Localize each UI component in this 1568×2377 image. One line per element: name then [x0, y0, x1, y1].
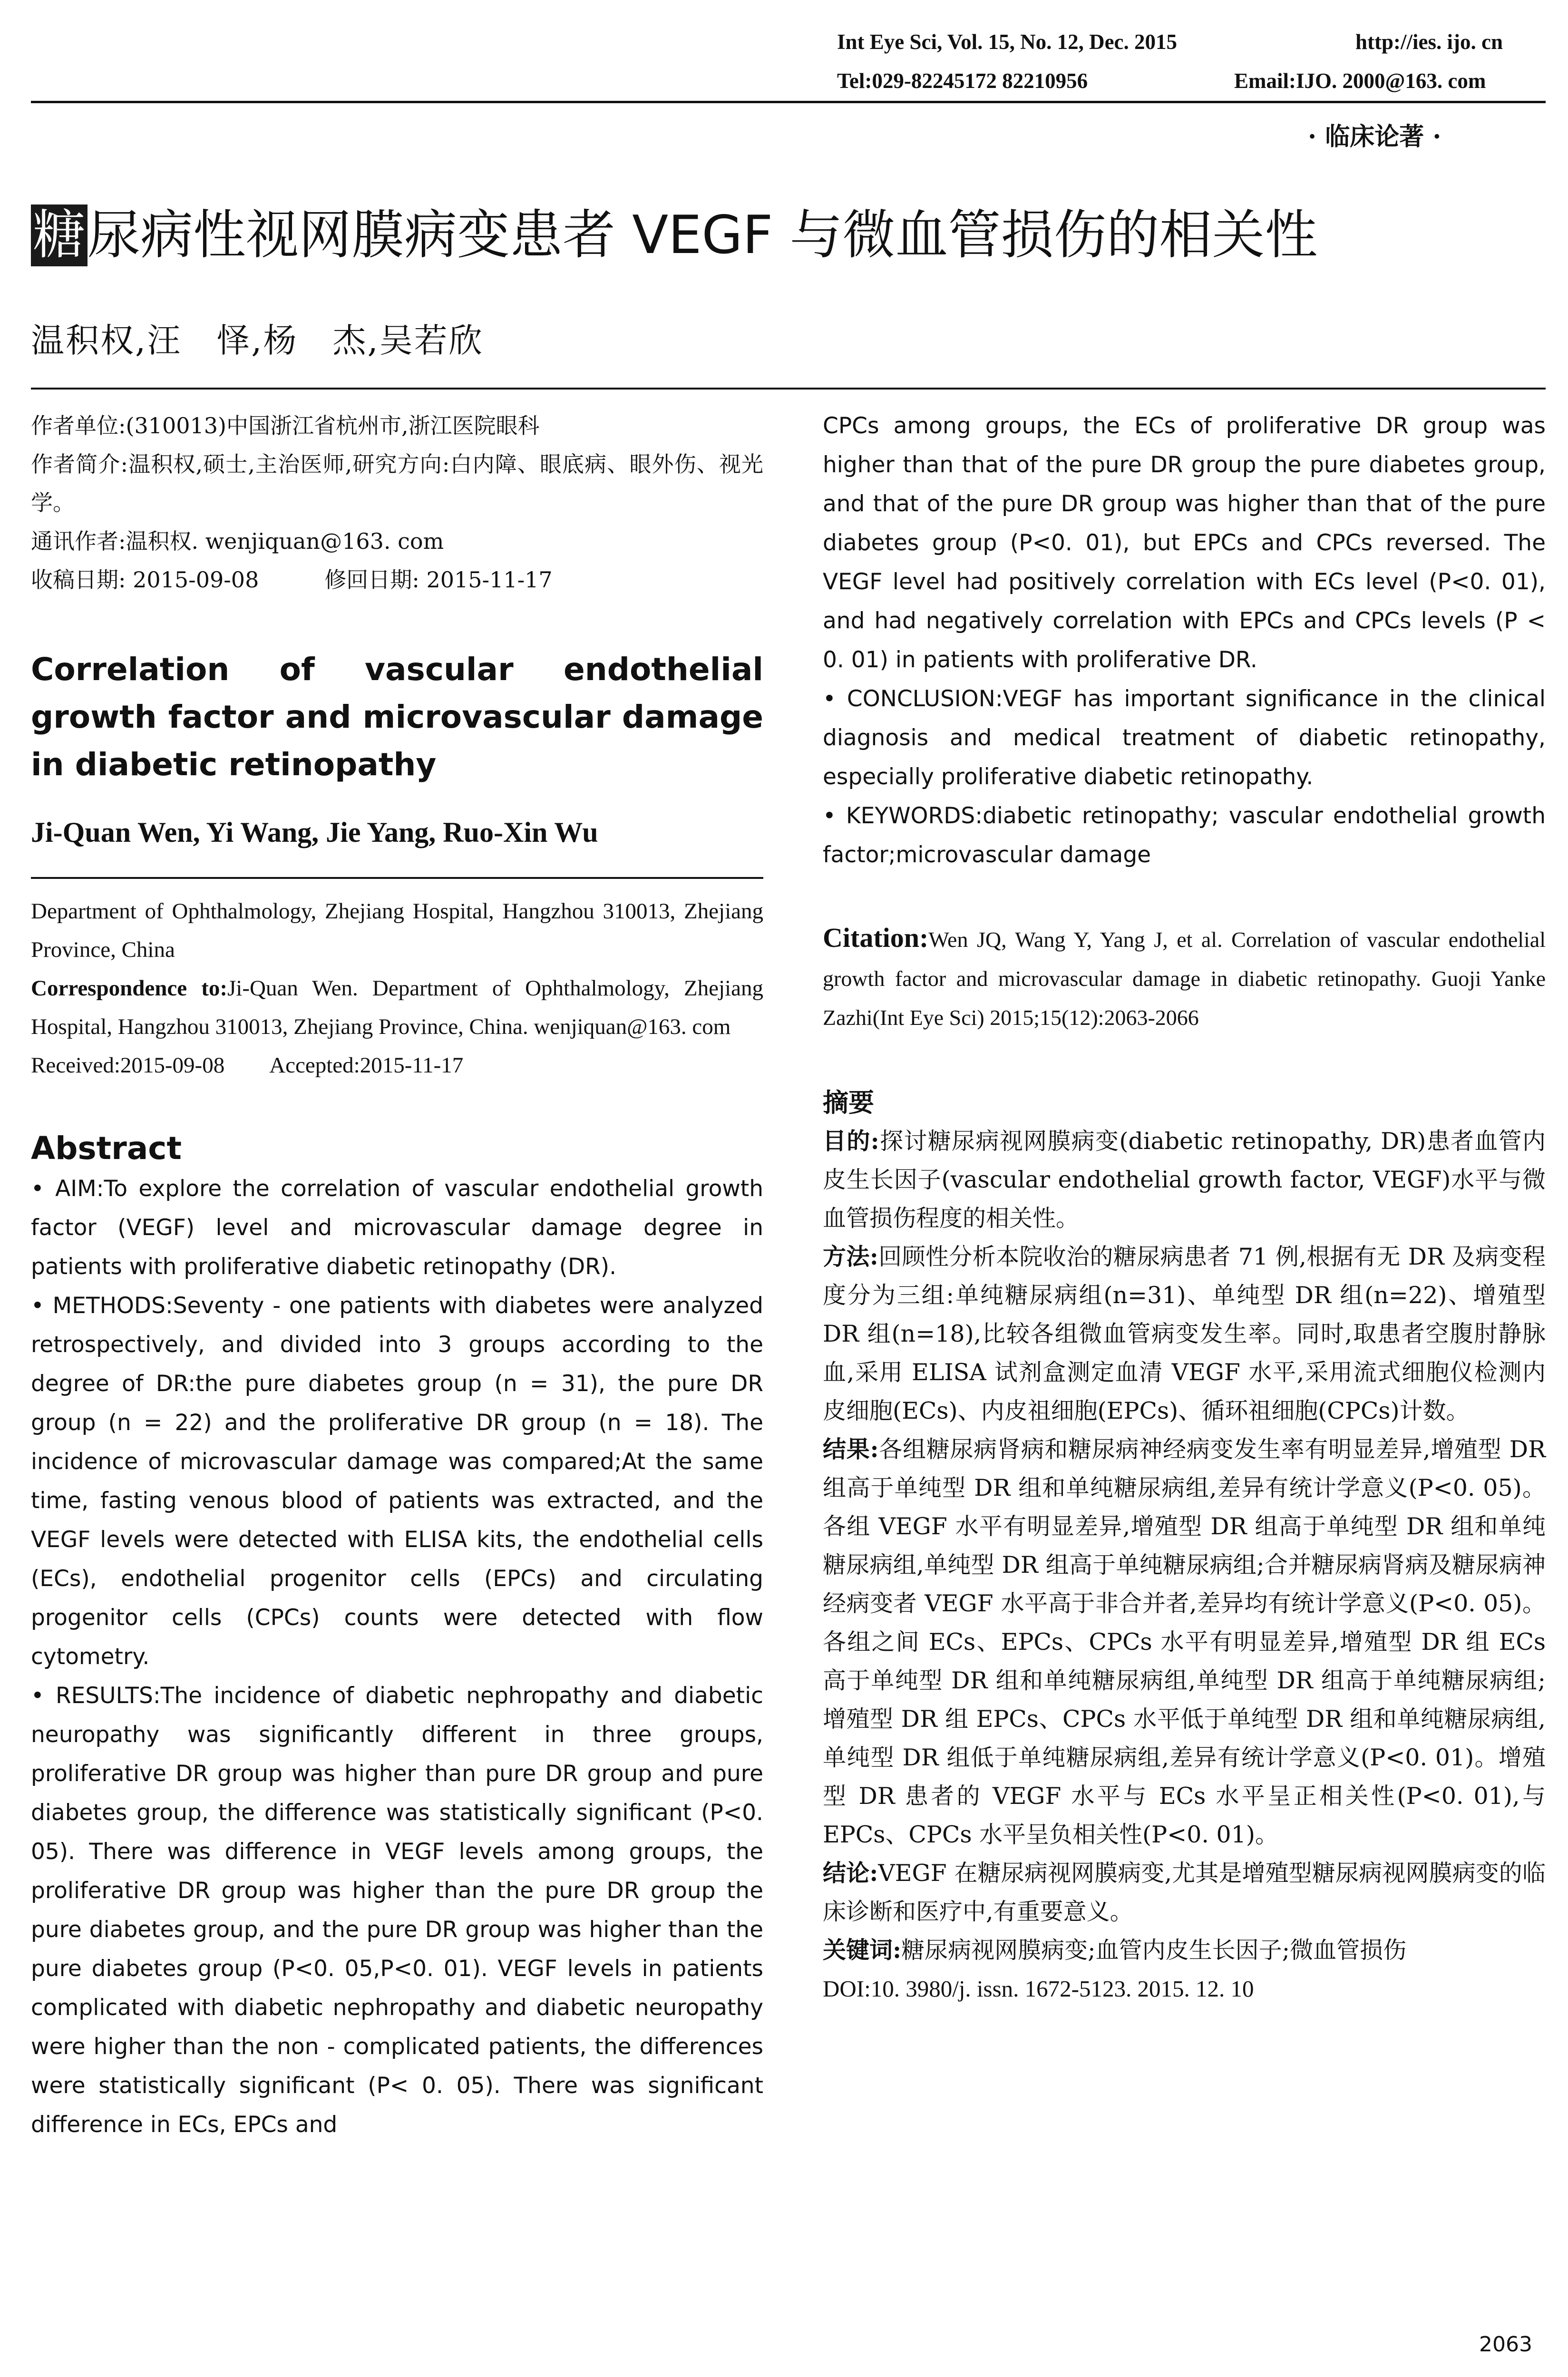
abstract-left — [31, 1169, 763, 2144]
title-cn — [31, 205, 1318, 266]
abstract-cn-heading: 摘要 — [823, 1087, 874, 1118]
abstract-conclusion — [823, 680, 1546, 797]
title-cn-rest: 尿病性视网膜病变患者 VEGF 与微血管损伤的相关性 — [88, 205, 1318, 266]
author-info — [31, 407, 763, 599]
section-label: · 临床论著 · — [1308, 122, 1441, 151]
results-text: The incidence of diabetic nephropathy and diabetic neuropathy was significantly different in three groups, proliferative DR group was higher than pure DR group and pure diabetes group, the difference was statistically significant (P<0. 05). There was difference in VEGF levels among groups, the proliferative DR group was higher than the pure DR group the pure diabetes group, and the pure DR group was higher than the pure diabetes group (P<0. 05,P<0. 01). VEGF levels in patients complicated with diabetic nephropathy and diabetic neuropathy were higher than the non - complicated patients, the differences were statistically significant (P< 0. 05). There was significant difference in ECs, EPCs and — [31, 1683, 763, 2138]
correspondence-label: Correspondence to: — [31, 976, 228, 1001]
cn-results — [823, 1430, 1546, 1854]
affil-rule — [31, 877, 763, 879]
cn-results-text: 各组糖尿病肾病和糖尿病神经病变发生率有明显差异,增殖型 DR 组高于单纯型 DR 组和单纯糖尿病组,差异有统计学意义(P<0. 05)。各组 VEGF 水平有明显差异,增殖型 DR 组高于单纯型 DR 组和单纯糖尿病组,单纯型 DR 组高于单纯糖尿病组;合并糖尿病肾病及糖尿病神经病变者 VEGF 水平高于非合并者,差异均有统计学意义(P<0. 05)。各组之间 ECs、EPCs、CPCs 水平有明显差异,增殖型 DR 组 ECs 高于单纯型 DR 组和单纯糖尿病组,单纯型 DR 组高于单纯糖尿病组;增殖型 DR 组 EPCs、CPCs 水平低于单纯型 DR 组和单纯糖尿病组,单纯型 DR 组低于单纯糖尿病组,差异有统计学意义(P<0. 01)。增殖型 DR 患者的 VEGF 水平与 ECs 水平呈正相关性(P<0. 01),与 EPCs、CPCs 水平呈负相关性(P<0. 01)。 — [823, 1436, 1546, 1848]
author-unit: 作者单位:(310013)中国浙江省杭州市,浙江医院眼科 — [31, 413, 540, 438]
cn-results-label: 结果: — [823, 1435, 879, 1463]
cn-conclusion-text: VEGF 在糖尿病视网膜病变,尤其是增殖型糖尿病视网膜病变的临床诊断和医疗中,有重要意义。 — [823, 1860, 1546, 1925]
methods-text: Seventy - one patients with diabetes were analyzed retrospectively, and divided into 3 groups according to the degree of DR:the pure diabetes group (n = 31), the pure DR group (n = 22) and the proliferative DR group (n = 18). The incidence of microvascular damage was compared;At the same time, fasting venous blood of patients was extracted, and the VEGF levels were detected with ELISA kits, the endothelial cells (ECs), endothelial progenitor cells (EPCs) and circulating progenitor cells (CPCs) counts were detected with flow cytometry. — [31, 1293, 763, 1670]
abstract-right — [823, 407, 1546, 875]
citation-label: Citation: — [823, 922, 929, 953]
affiliation-en: Department of Ophthalmology, Zhejiang Hospital, Hangzhou 310013, Zhejiang Province, China — [31, 899, 763, 962]
abstract-cn — [823, 1122, 1546, 2008]
cn-methods — [823, 1237, 1546, 1430]
cn-methods-text: 回顾性分析本院收治的糖尿病患者 71 例,根据有无 DR 及病变程度分为三组:单纯糖尿病组(n=31)、单纯型 DR 组(n=22)、增殖型 DR 组(n=18),比较各组微血管病变发生率。同时,取患者空腹肘静脉血,采用 ELISA 试剂盒测定血清 VEGF 水平,采用流式细胞仪检测内皮细胞(ECs)、内皮祖细胞(EPCs)、循环祖细胞(CPCs)计数。 — [823, 1243, 1546, 1424]
cn-keywords — [823, 1931, 1546, 1969]
keywords-label: • KEYWORDS: — [823, 803, 983, 829]
journal-email: Email:IJO. 2000@163. com — [1234, 69, 1486, 93]
affiliation-block — [31, 892, 763, 1085]
cn-methods-label: 方法: — [823, 1243, 878, 1270]
abstract-heading: Abstract — [31, 1130, 182, 1167]
journal-tel: Tel:029-82245172 82210956 — [837, 69, 1088, 93]
abstract-methods — [31, 1286, 763, 1676]
title-en: Correlation of vascular endothelial growth factor and microvascular damage in diabetic retinopathy — [31, 651, 763, 783]
aim-label: • AIM: — [31, 1176, 104, 1202]
doi: DOI:10. 3980/j. issn. 1672-5123. 2015. 12. 10 — [823, 1976, 1254, 2002]
cn-conclusion-label: 结论: — [823, 1859, 878, 1887]
author-intro: 作者简介:温积权,硕士,主治医师,研究方向:白内障、眼底病、眼外伤、视光学。 — [31, 451, 763, 516]
aim-text: To explore the correlation of vascular endothelial growth factor (VEGF) level and microvascular damage degree in patients with proliferative diabetic retinopathy (DR). — [31, 1176, 764, 1280]
author-dates: 收稿日期: 2015-09-08 修回日期: 2015-11-17 — [31, 567, 553, 593]
received-en: Received:2015-09-08 Accepted:2015-11-17 — [31, 1053, 464, 1078]
page-number: 2063 — [1479, 2332, 1532, 2357]
cn-keywords-label: 关键词: — [823, 1936, 902, 1964]
citation — [823, 918, 1546, 1037]
methods-label: • METHODS: — [31, 1293, 173, 1319]
abstract-aim — [31, 1169, 763, 1286]
abstract-keywords — [823, 797, 1546, 875]
cn-keywords-text: 糖尿病视网膜病变;血管内皮生长因子;微血管损伤 — [901, 1937, 1407, 1964]
title-rule — [31, 388, 1546, 390]
conclusion-label: • CONCLUSION: — [823, 686, 1003, 712]
cn-aim-label: 目的: — [823, 1127, 879, 1155]
keywords-text: diabetic retinopathy; vascular endothelial growth factor;microvascular damage — [823, 803, 1546, 868]
results-continued: CPCs among groups, the ECs of proliferative DR group was higher than that of the pure DR group the pure diabetes group, and that of the pure DR group was higher than that of the pure diabetes group (P<0. 01), but EPCs and CPCs reversed. The VEGF level had positively correlation with ECs level (P<0. 01), and had negatively correlation with EPCs and CPCs levels (P < 0. 01) in patients with proliferative DR. — [823, 413, 1546, 673]
abstract-results — [31, 1676, 763, 2144]
results-label: • RESULTS: — [31, 1683, 161, 1709]
cn-aim-text: 探讨糖尿病视网膜病变(diabetic retinopathy, DR)患者血管内皮生长因子(vascular endothelial growth factor, VEGF)水平与微血管损伤程度的相关性。 — [823, 1128, 1546, 1232]
correspondence-en — [31, 969, 763, 1046]
right-column — [823, 407, 1546, 2008]
author-corr: 通讯作者:温积权. wenjiquan@163. com — [31, 528, 444, 554]
header-rule — [31, 101, 1546, 103]
correspondence-text: Ji-Quan Wen. Department of Ophthalmology, Zhejiang Hospital, Hangzhou 310013, Zhejiang Province, China. wenjiquan@163. com — [31, 976, 763, 1039]
cn-conclusion — [823, 1854, 1546, 1931]
journal-url: http://ies. ijo. cn — [1355, 30, 1503, 54]
cn-aim — [823, 1122, 1546, 1237]
left-column — [31, 407, 763, 2144]
title-first-char: 糖 — [31, 205, 88, 266]
journal-line: Int Eye Sci, Vol. 15, No. 12, Dec. 2015 — [837, 30, 1178, 54]
authors-cn: 温积权,汪 怿,杨 杰,吴若欣 — [31, 321, 484, 360]
citation-text: Wen JQ, Wang Y, Yang J, et al. Correlation of vascular endothelial growth factor and microvascular damage in diabetic retinopathy. Guoji Yanke Zazhi(Int Eye Sci) 2015;15(12):2063-2066 — [823, 927, 1546, 1030]
conclusion-text: VEGF has important significance in the clinical diagnosis and medical treatment of diabetic retinopathy, especially proliferative diabetic retinopathy. — [823, 686, 1546, 790]
authors-en: Ji-Quan Wen, Yi Wang, Jie Yang, Ruo-Xin Wu — [31, 817, 598, 848]
